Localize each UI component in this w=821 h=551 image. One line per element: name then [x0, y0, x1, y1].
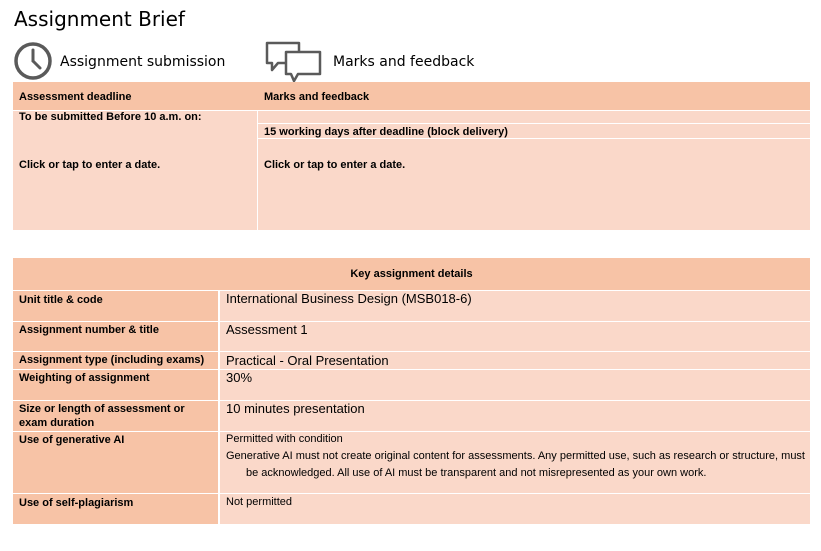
feedback-timing-text: 15 working days after deadline (block delivery) [264, 126, 508, 138]
weighting-label: Weighting of assignment [19, 372, 150, 384]
page-title: Assignment Brief [14, 7, 185, 31]
generative-ai-note: Generative AI must not create original content for assessments. Any permitted use, such as research or structure, must be acknowledged. All use of AI must be transparent and not misrepresented as your own work. [226, 450, 805, 479]
assignment-type-value: Practical - Oral Presentation [226, 353, 389, 368]
self-plagiarism-value: Not permitted [226, 496, 293, 508]
marks-feedback-header: Marks and feedback [264, 91, 370, 103]
size-length-label: Size or length of assessment or exam duration [19, 403, 185, 429]
key-details-header [13, 258, 810, 290]
key-details-table [13, 258, 810, 524]
key-details-heading: Key assignment details [350, 268, 473, 280]
deadline-date-picker[interactable]: Click or tap to enter a date. [19, 159, 161, 171]
assignment-number-label: Assignment number & title [19, 324, 159, 336]
deadline-table [13, 82, 810, 230]
clock-icon [13, 41, 53, 86]
size-length-value: 10 minutes presentation [226, 401, 365, 416]
weighting-value: 30% [226, 370, 253, 385]
assessment-deadline-header: Assessment deadline [19, 91, 132, 103]
generative-ai-label: Use of generative AI [19, 434, 125, 446]
unit-title-value: International Business Design (MSB018-6) [226, 291, 472, 306]
deadline-table-header [13, 82, 810, 110]
column-divider [257, 110, 258, 270]
feedback-date-picker[interactable]: Click or tap to enter a date. [264, 159, 406, 171]
submit-before-text: To be submitted Before 10 a.m. on: [19, 111, 202, 123]
marks-feedback-label: Marks and feedback [333, 54, 475, 70]
unit-title-label: Unit title & code [19, 294, 103, 306]
self-plagiarism-label: Use of self-plagiarism [19, 497, 134, 509]
generative-ai-value: Permitted with condition [226, 433, 343, 445]
assignment-type-label: Assignment type (including exams) [19, 354, 205, 366]
assignment-submission-label: Assignment submission [60, 54, 226, 70]
assignment-number-value: Assessment 1 [226, 322, 308, 337]
